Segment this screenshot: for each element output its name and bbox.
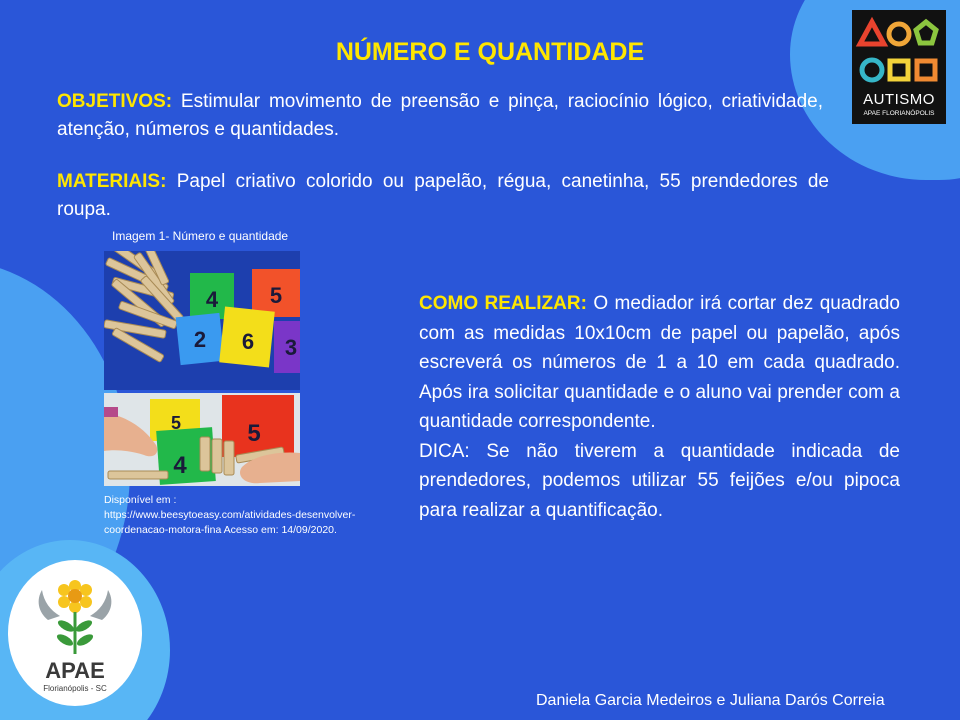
source-url[interactable]: https://www.beesytoeasy.com/atividades-desenvolver-coordenacao-motora-fina <box>104 509 356 536</box>
how-to-label: COMO REALIZAR: <box>419 293 587 314</box>
image-caption: Imagem 1- Número e quantidade <box>112 229 289 243</box>
apae-logo-subtitle: Florianópolis - SC <box>43 684 107 693</box>
image-source <box>104 493 366 538</box>
how-to-text: O mediador irá cortar dez quadrado com as medidas 10x10cm de papel ou papelão, após escreverá os números de 1 a 10 em cada quadrado. Após ira solicitar quantidade e o aluno vai prender com a quantidade correspondente. <box>419 293 901 432</box>
autismo-logo <box>852 10 946 124</box>
objectives-label: OBJETIVOS: <box>57 91 173 112</box>
source-accessed: Acesso em: 14/09/2020. <box>223 524 337 536</box>
apae-logo <box>8 560 142 706</box>
card-number: 4 <box>205 287 219 312</box>
slide-title: NÚMERO E QUANTIDADE <box>335 38 645 66</box>
activity-photo-bottom <box>104 393 300 486</box>
authors-footer: Daniela Garcia Medeiros e Juliana Darós Correia <box>536 692 885 709</box>
objectives-text: Estimular movimento de preensão e pinça, raciocínio lógico, criatividade, atenção, números e quantidades. <box>57 91 823 140</box>
card-number: 5 <box>269 283 283 308</box>
source-prefix: Disponível em : <box>104 494 177 506</box>
activity-photo-bottom-illustration <box>104 393 300 486</box>
materials-label: MATERIAIS: <box>57 171 167 192</box>
tip-text: DICA: Se não tiverem a quantidade indicada de prendedores, podemos utilizar 55 feijões e/ou pipoca para realizar a quantificação. <box>419 440 900 521</box>
card-number: 6 <box>241 329 255 354</box>
autismo-logo-subtitle: APAE FLORIANÓPOLIS <box>863 110 935 117</box>
activity-photo-top <box>104 251 300 390</box>
objectives-paragraph <box>57 88 823 144</box>
activity-photo-top-illustration <box>104 251 300 390</box>
materials-text: Papel criativo colorido ou papelão, régua, canetinha, 55 prendedores de roupa. <box>57 171 830 220</box>
card-number: 4 <box>173 452 187 479</box>
card-number: 2 <box>193 327 207 352</box>
how-to-paragraph <box>419 289 900 525</box>
materials-paragraph <box>57 168 829 224</box>
autismo-logo-word: AUTISMO <box>863 91 935 108</box>
autismo-logo-shapes <box>852 10 946 90</box>
apae-logo-word: APAE <box>45 658 105 683</box>
card-number: 3 <box>284 335 298 360</box>
apae-logo-flower <box>8 560 142 660</box>
card-number: 5 <box>247 420 261 447</box>
card-number: 5 <box>170 413 182 433</box>
